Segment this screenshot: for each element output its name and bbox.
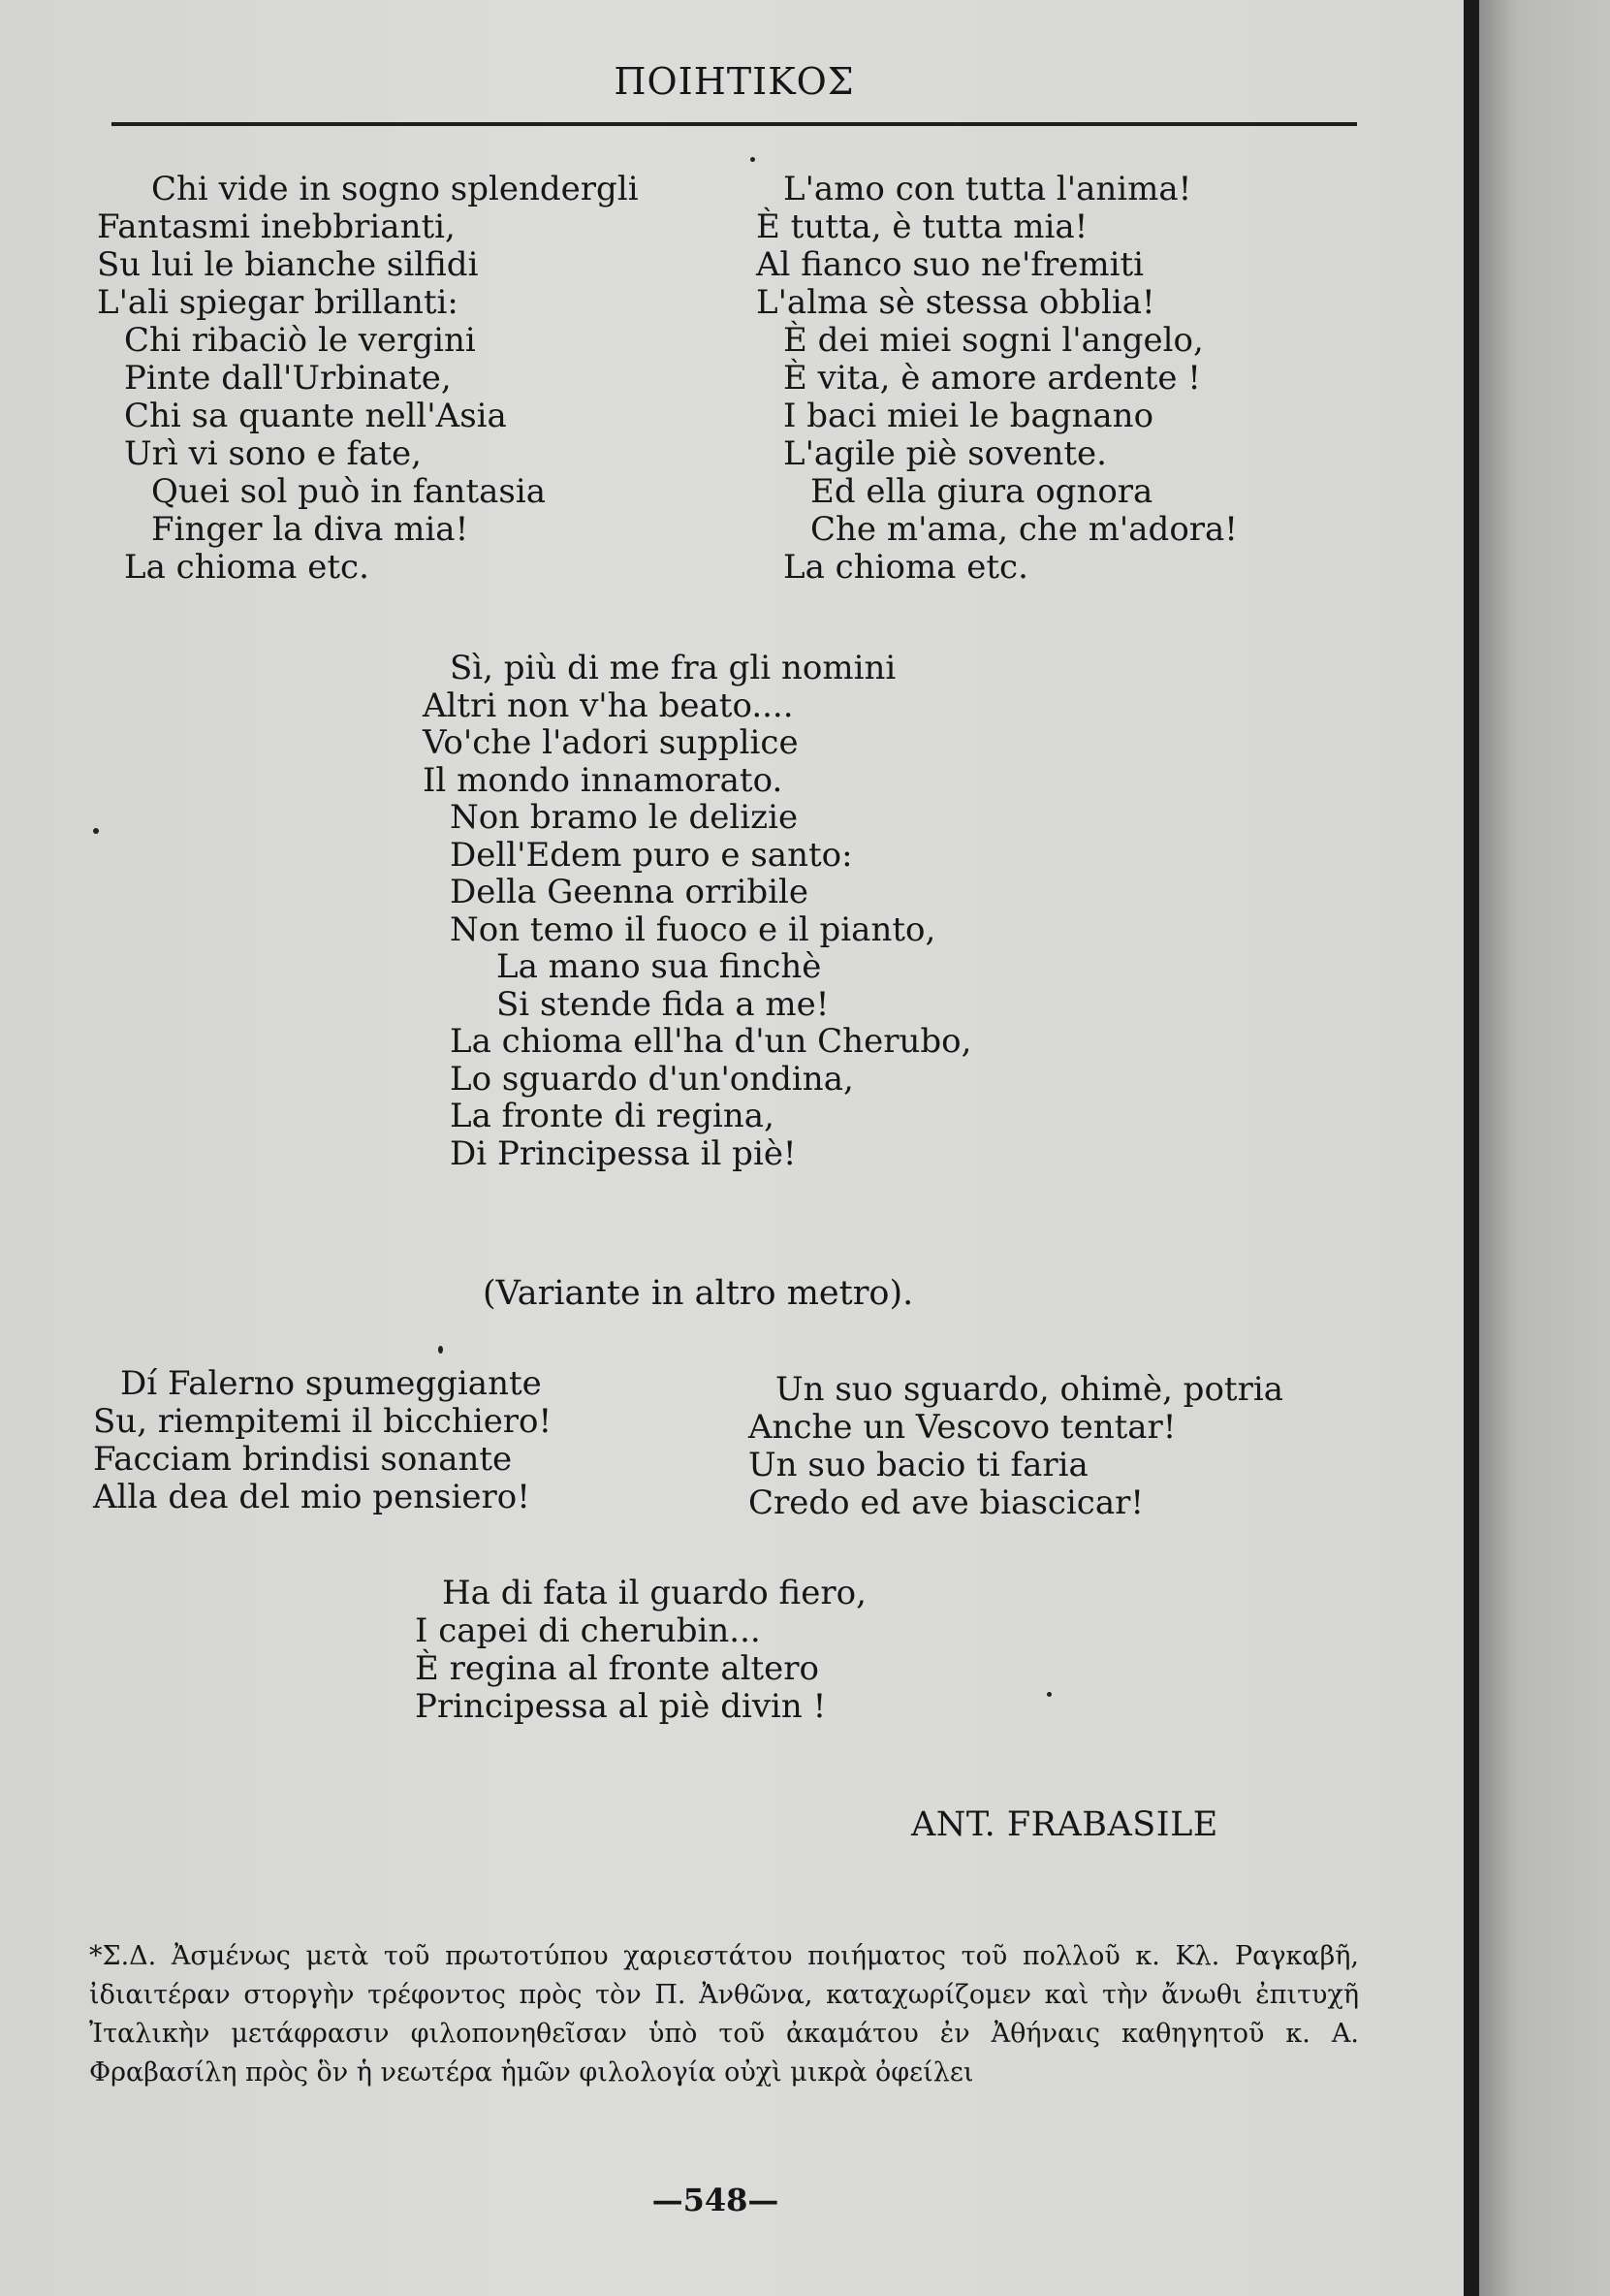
verse-line: È dei miei sogni l'angelo, (783, 321, 1204, 360)
verse-line: Fantasmi inebbrianti, (97, 207, 456, 246)
verse-line: La chioma etc. (783, 548, 1028, 587)
verse-line: Un suo sguardo, ohimè, potria (775, 1370, 1283, 1409)
verse-line: Ed ella giura ognora (810, 472, 1153, 511)
editorial-footnote: *Σ.Δ. Ἀσμένως μετὰ τοῦ πρωτοτύπου χαριεστάτου ποιήματος τοῦ πολλοῦ κ. Κλ. Ραγκαβῆ, ἰδιαιτέραν στοργὴν τρέφοντος πρὸς τὸν Π. Ἀνθῶνα, καταχωρίζομεν καὶ τὴν ἄνωθι ἐπιτυχῆ Ἰταλικὴν μετάφρασιν φιλοπονηθεῖσαν ὑπὸ τοῦ ἀκαμάτου ἐν Ἀθήναις καθηγητοῦ κ. Α. Φραβασίλη πρὸς ὃν ἡ νεωτέρα ἡμῶν φιλολογία οὐχὶ μικρὰ ὀφείλει (89, 1941, 1359, 2088)
facing-page-edge (1479, 0, 1610, 2296)
variant-right-stanza (748, 1371, 1283, 1522)
verse-line: Vo'che l'adori supplice (423, 723, 799, 762)
verse-line: È regina al fronte altero (415, 1649, 820, 1688)
verse-line: Non temo il fuoco e il pianto, (450, 909, 936, 949)
verse-line: La chioma etc. (124, 548, 369, 587)
variant-title: (Variante in altro metro). (483, 1274, 914, 1313)
verse-line: Di Principessa il piè! (450, 1133, 797, 1173)
verse-line: Finger la diva mia! (151, 510, 469, 549)
ink-speck (93, 828, 99, 834)
page-number: —548— (651, 2182, 779, 2218)
stanza-2 (423, 650, 971, 1172)
verse-line: Altri non v'ha beato.... (423, 686, 794, 725)
header-rule (111, 122, 1357, 126)
verse-line: Un suo bacio ti faria (748, 1446, 1089, 1484)
verse-line: L'alma sè stessa obblia! (756, 283, 1155, 322)
verse-line: Alla dea del mio pensiero! (93, 1478, 530, 1516)
verse-line: Che m'ama, che m'adora! (810, 510, 1238, 549)
verse-line: Su lui le bianche silfidi (97, 245, 479, 284)
verse-line: La fronte di regina, (450, 1097, 774, 1135)
verse-line: La chioma ell'ha d'un Cherubo, (450, 1022, 972, 1061)
ink-speck (750, 157, 755, 162)
stanza-1-left (97, 171, 639, 587)
verse-line: Anche un Vescovo tentar! (748, 1408, 1177, 1447)
verse-line: L'ali spiegar brillanti: (97, 283, 458, 322)
verse-line: I capei di cherubin... (415, 1611, 761, 1650)
verse-line: Della Geenna orribile (450, 873, 808, 911)
ink-speck (438, 1346, 443, 1354)
verse-line: Chi vide in sogno splendergli (151, 170, 639, 208)
verse-line: Non bramo le delizie (450, 798, 799, 837)
verse-line: Dell'Edem puro e santo: (450, 835, 853, 875)
verse-line: I baci miei le bagnano (783, 397, 1154, 435)
variant-left-stanza (93, 1365, 552, 1516)
verse-line: Lo sguardo d'un'ondina, (450, 1059, 854, 1099)
verse-line: Ha di fata il guardo fiero, (442, 1574, 867, 1612)
page-header-title: ΠΟΙΗΤΙΚΟΣ (614, 60, 855, 103)
verse-line: Pinte dall'Urbinate, (124, 359, 452, 398)
verse-line: L'agile piè sovente. (783, 434, 1107, 473)
verse-line: La mano sua finchè (496, 947, 822, 986)
verse-line: Si stende fida a me! (496, 984, 830, 1024)
verse-line: Il mondo innamorato. (423, 760, 783, 800)
verse-line: Principessa al piè divin ! (415, 1687, 827, 1726)
verse-line: L'amo con tutta l'anima! (783, 170, 1192, 208)
verse-line: Chi ribaciò le vergini (124, 321, 476, 360)
verse-line: Credo ed ave biascicar! (748, 1483, 1145, 1522)
ink-speck (1047, 1692, 1052, 1697)
verse-line: È tutta, è tutta mia! (756, 207, 1089, 246)
verse-line: Al fianco suo ne'fremiti (756, 245, 1144, 284)
verse-line: Urì vi sono e fate, (124, 434, 422, 473)
book-spine-shadow (1464, 0, 1479, 2296)
verse-line: Sì, più di me fra gli nomini (450, 649, 897, 687)
verse-line: Chi sa quante nell'Asia (124, 397, 507, 435)
verse-line: Facciam brindisi sonante (93, 1440, 513, 1479)
verse-line: Quei sol può in fantasia (151, 472, 546, 511)
verse-line: Su, riempitemi il bicchiero! (93, 1402, 552, 1441)
stanza-1-right (756, 171, 1238, 587)
author-signature: ANT. FRABASILE (911, 1805, 1218, 1844)
verse-line: Dí Falerno spumeggiante (120, 1364, 542, 1403)
verse-line: È vita, è amore ardente ! (783, 359, 1201, 398)
final-stanza (415, 1575, 867, 1726)
